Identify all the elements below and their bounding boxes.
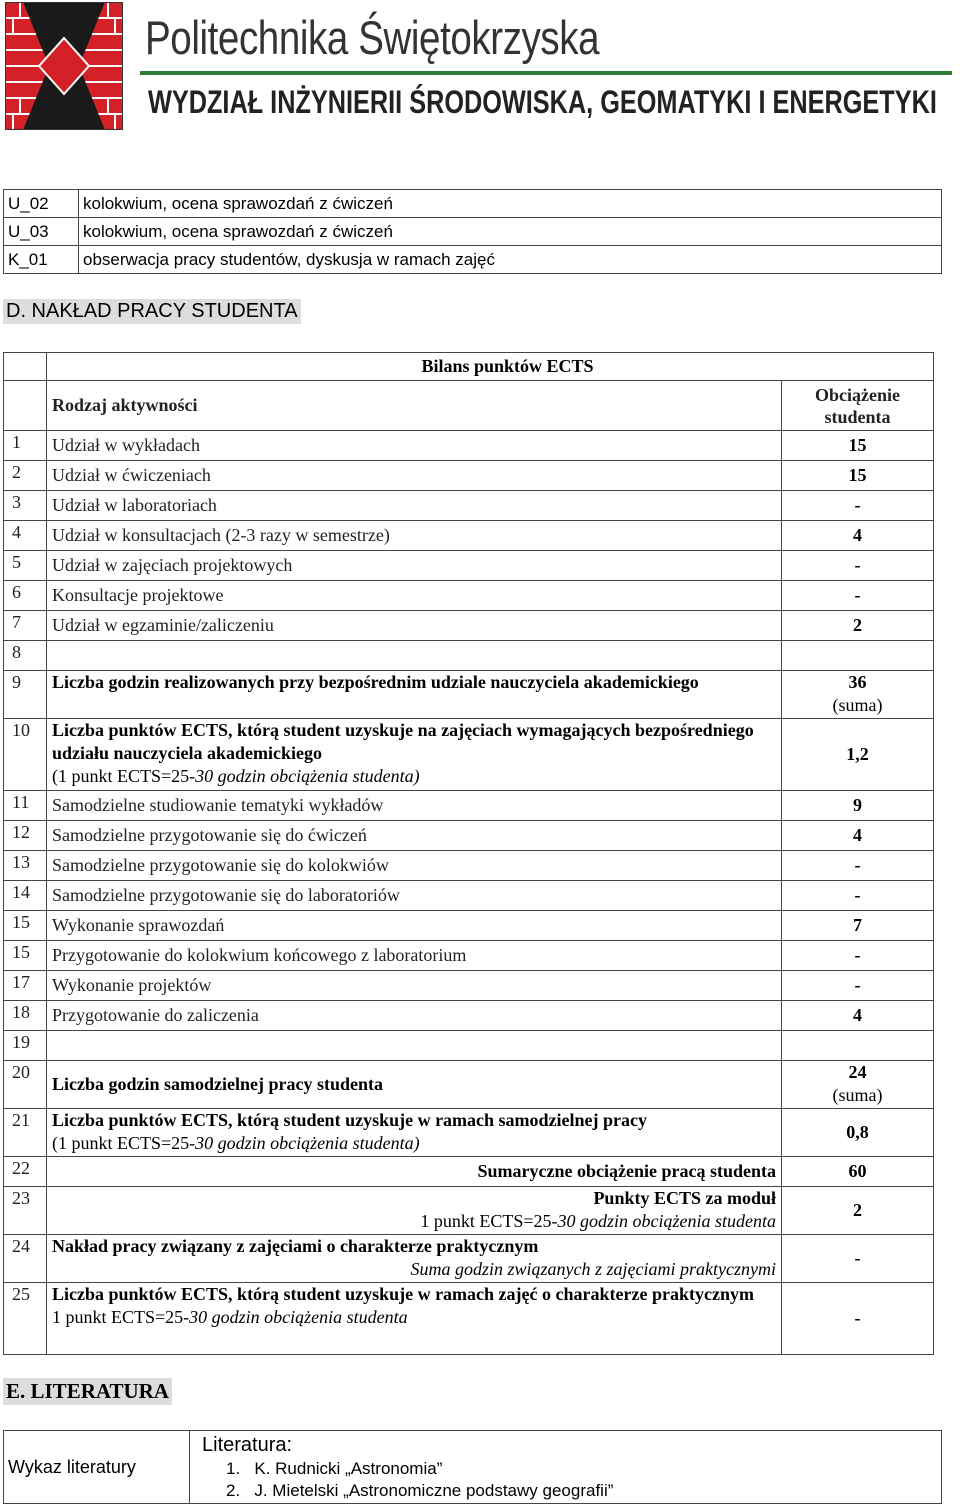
table-row bbox=[4, 246, 942, 274]
section-heading-workload: D. NAKŁAD PRACY STUDENTA bbox=[3, 299, 301, 324]
table-row bbox=[4, 821, 934, 851]
verification-method: obserwacja pracy studentów, dyskusja w ramach zajęć bbox=[79, 246, 942, 274]
section-heading-literature: E. LITERATURA bbox=[3, 1378, 172, 1405]
literature-label: Wykaz literatury bbox=[4, 1431, 190, 1504]
row-number: 12 bbox=[4, 821, 47, 851]
table-row: 21 Liczba punktów ECTS, którą student uzyskuje w ramach samodzielnej pracy (1 punkt ECTS=25-30 godzin obciążenia studenta) 0,8 bbox=[4, 1109, 934, 1157]
list-item: 2. J. Mietelski „Astronomiczne podstawy geografii” bbox=[226, 1480, 614, 1500]
load-value: 15 bbox=[782, 461, 934, 491]
row-number: 6 bbox=[4, 581, 47, 611]
activity-name: Udział w zajęciach projektowych bbox=[47, 551, 782, 581]
row-number: 15 bbox=[4, 911, 47, 941]
table-row bbox=[4, 791, 934, 821]
load-value: - bbox=[782, 941, 934, 971]
effect-code: K_01 bbox=[4, 246, 79, 274]
row-number: 1 bbox=[4, 431, 47, 461]
table-row bbox=[4, 881, 934, 911]
table-row bbox=[4, 941, 934, 971]
load-value: - bbox=[782, 581, 934, 611]
row-number: 14 bbox=[4, 881, 47, 911]
effect-code: U_03 bbox=[4, 218, 79, 246]
verification-method: kolokwium, ocena sprawozdań z ćwiczeń bbox=[79, 190, 942, 218]
table-row: 23 Punkty ECTS za moduł 1 punkt ECTS=25-30 godzin obciążenia studenta 2 bbox=[4, 1187, 934, 1235]
literature-content bbox=[190, 1431, 942, 1504]
activity-name: Konsultacje projektowe bbox=[47, 581, 782, 611]
table-row bbox=[4, 431, 934, 461]
table-row bbox=[4, 190, 942, 218]
row-number: 7 bbox=[4, 611, 47, 641]
university-logo bbox=[5, 2, 123, 130]
table-row bbox=[4, 218, 942, 246]
activity-name: Samodzielne przygotowanie się do kolokwiów bbox=[47, 851, 782, 881]
activity-name bbox=[47, 1031, 782, 1061]
load-value: - bbox=[782, 971, 934, 1001]
row-number: 19 bbox=[4, 1031, 47, 1061]
university-name: Politechnika Świętokrzyska bbox=[145, 11, 600, 64]
table-row bbox=[4, 641, 934, 671]
faculty-name: WYDZIAŁ INŻYNIERII ŚRODOWISKA, GEOMATYKI I ENERGETYKI bbox=[148, 84, 937, 120]
literature-heading: Literatura: bbox=[202, 1433, 293, 1456]
load-value: 7 bbox=[782, 911, 934, 941]
load-value bbox=[782, 641, 934, 671]
load-value: 4 bbox=[782, 521, 934, 551]
activity-name: Przygotowanie do kolokwium końcowego z laboratorium bbox=[47, 941, 782, 971]
activity-name: Udział w konsultacjach (2-3 razy w semestrze) bbox=[47, 521, 782, 551]
activity-name: Wykonanie projektów bbox=[47, 971, 782, 1001]
load-value: - bbox=[782, 851, 934, 881]
activity-name: Samodzielne przygotowanie się do laboratoriów bbox=[47, 881, 782, 911]
table-row bbox=[4, 851, 934, 881]
load-value: 4 bbox=[782, 1001, 934, 1031]
row-number: 13 bbox=[4, 851, 47, 881]
activity-name: Udział w ćwiczeniach bbox=[47, 461, 782, 491]
load-value: 15 bbox=[782, 431, 934, 461]
row-number: 11 bbox=[4, 791, 47, 821]
ects-balance-table bbox=[3, 352, 934, 1355]
load-value: - bbox=[782, 491, 934, 521]
table-row: 24 Nakład pracy związany z zajęciami o charakterze praktycznym Suma godzin związanych z zajęciami praktycznymi - bbox=[4, 1235, 934, 1283]
table-row: 20 Liczba godzin samodzielnej pracy studenta 24 (suma) bbox=[4, 1061, 934, 1109]
table-row bbox=[4, 461, 934, 491]
activity-name: Udział w wykładach bbox=[47, 431, 782, 461]
table-row bbox=[4, 1001, 934, 1031]
table-row bbox=[4, 551, 934, 581]
activity-name: Przygotowanie do zaliczenia bbox=[47, 1001, 782, 1031]
table-row: 10 Liczba punktów ECTS, którą student uzyskuje na zajęciach wymagających bezpośredniego udziału nauczyciela akademickiego (1 punkt ECTS=25-30 godzin obciążenia studenta) 1,2 bbox=[4, 719, 934, 791]
activity-name bbox=[47, 641, 782, 671]
table-row bbox=[4, 911, 934, 941]
activity-name: Samodzielne przygotowanie się do ćwiczeń bbox=[47, 821, 782, 851]
table-row bbox=[4, 491, 934, 521]
table-row: 22 Sumaryczne obciążenie pracą studenta 60 bbox=[4, 1157, 934, 1187]
load-value bbox=[782, 1031, 934, 1061]
table-title: Bilans punktów ECTS bbox=[47, 353, 934, 381]
table-row bbox=[4, 611, 934, 641]
row-number: 3 bbox=[4, 491, 47, 521]
row-number: 8 bbox=[4, 641, 47, 671]
table-row bbox=[4, 581, 934, 611]
row-number: 5 bbox=[4, 551, 47, 581]
column-header-load: Obciążenie studenta bbox=[782, 381, 934, 431]
load-value: - bbox=[782, 551, 934, 581]
header-divider bbox=[140, 71, 952, 75]
load-value: 9 bbox=[782, 791, 934, 821]
verification-methods-table bbox=[3, 189, 942, 274]
load-value: - bbox=[782, 881, 934, 911]
row-number: 2 bbox=[4, 461, 47, 491]
row-number: 15 bbox=[4, 941, 47, 971]
column-header-activity: Rodzaj aktywności bbox=[47, 381, 782, 431]
activity-name: Udział w laboratoriach bbox=[47, 491, 782, 521]
table-row bbox=[4, 1031, 934, 1061]
table-row bbox=[4, 521, 934, 551]
load-value: 4 bbox=[782, 821, 934, 851]
row-number: 17 bbox=[4, 971, 47, 1001]
activity-name: Wykonanie sprawozdań bbox=[47, 911, 782, 941]
row-number: 18 bbox=[4, 1001, 47, 1031]
load-value: 2 bbox=[782, 611, 934, 641]
verification-method: kolokwium, ocena sprawozdań z ćwiczeń bbox=[79, 218, 942, 246]
table-row: 25 Liczba punktów ECTS, którą student uzyskuje w ramach zajęć o charakterze praktycznym 1 punkt ECTS=25-30 godzin obciążenia studenta - bbox=[4, 1283, 934, 1355]
literature-table bbox=[3, 1430, 942, 1504]
effect-code: U_02 bbox=[4, 190, 79, 218]
list-item: 1. K. Rudnicki „Astronomia” bbox=[226, 1458, 443, 1478]
table-row bbox=[4, 971, 934, 1001]
row-number: 4 bbox=[4, 521, 47, 551]
activity-name: Udział w egzaminie/zaliczeniu bbox=[47, 611, 782, 641]
table-row: 9 Liczba godzin realizowanych przy bezpośrednim udziale nauczyciela akademickiego 36 (suma) bbox=[4, 671, 934, 719]
activity-name: Samodzielne studiowanie tematyki wykładów bbox=[47, 791, 782, 821]
